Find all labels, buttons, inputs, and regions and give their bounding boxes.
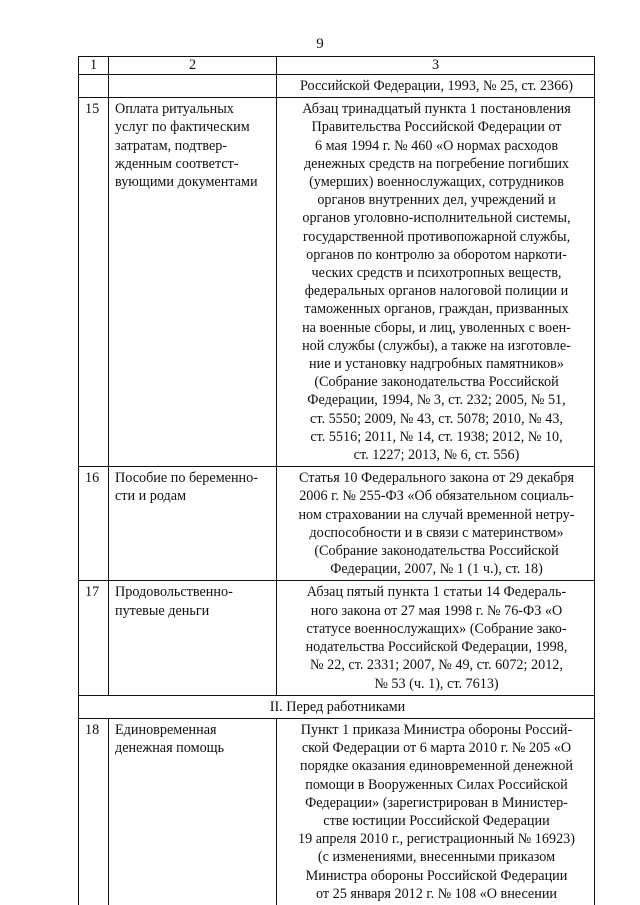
- payment-name-line: сти и родам: [115, 488, 187, 505]
- table-row: [79, 581, 595, 695]
- payment-name-line: путевые деньги: [115, 602, 210, 619]
- basis-line: от 25 января 2012 г. № 108 «О внесении: [316, 885, 557, 902]
- payment-name-cell: [109, 718, 277, 905]
- basis-line: государственной противопожарной службы,: [302, 228, 571, 245]
- basis-line: доспособности и в связи с материнством»: [309, 524, 564, 541]
- basis-line: Статья 10 Федерального закона от 29 декабря: [298, 470, 575, 487]
- continuation-row: [79, 75, 595, 98]
- header-cell-1: 1: [79, 57, 109, 75]
- row-number: 18: [79, 718, 109, 905]
- basis-line: (Собрание законодательства Российской: [314, 543, 559, 560]
- table-row: [79, 467, 595, 581]
- row-number: 17: [79, 581, 109, 695]
- basis-line: № 22, ст. 2331; 2007, № 49, ст. 6072; 2012,: [310, 657, 563, 674]
- payment-name-line: жденным соответст-: [115, 155, 239, 172]
- basis-line: Министра обороны Российской Федерации: [305, 867, 568, 884]
- basis-line: федеральных органов налоговой полиции и: [304, 283, 569, 300]
- basis-line: Российской Федерации, 1993, № 25, ст. 2366): [299, 78, 574, 94]
- continuation-num-cell: [79, 75, 109, 98]
- section-row: [79, 695, 595, 718]
- payment-name-line: Продовольственно-: [115, 584, 233, 601]
- basis-line: ст. 5516; 2011, № 14, ст. 1938; 2012, № 10,: [310, 428, 563, 445]
- basis-line: 19 апреля 2010 г., регистрационный № 16923): [297, 831, 576, 848]
- legal-basis-cell: [277, 467, 595, 581]
- basis-line: органов уголовно-исполнительной системы,: [302, 210, 571, 227]
- payment-name-line: Оплата ритуальных: [115, 101, 234, 118]
- payment-name-line: услуг по фактическим: [115, 119, 250, 136]
- basis-line: Пункт 1 приказа Министра обороны Россий-: [300, 721, 573, 738]
- legal-basis-cell: [277, 581, 595, 695]
- basis-line: 6 мая 1994 г. № 460 «О нормах расходов: [314, 137, 559, 154]
- table-row: [79, 718, 595, 905]
- header-cell-2: 2: [109, 57, 277, 75]
- payment-name-line: затратам, подтвер-: [115, 137, 228, 154]
- table-row: [79, 98, 595, 467]
- basis-line: ной службы (службы), а также на изготовле-: [302, 337, 571, 354]
- payment-name-cell: [109, 98, 277, 467]
- legal-basis-cell: [277, 718, 595, 905]
- payment-name-line: Единовременная: [115, 721, 217, 738]
- basis-line: ние и установку надгробных памятников»: [309, 356, 564, 373]
- payment-name-line: Пособие по беременно-: [115, 470, 258, 487]
- header-cell-3: 3: [277, 57, 595, 75]
- basis-line: Федерации, 1994, № 3, ст. 232; 2005, № 51,: [307, 392, 566, 409]
- payment-name-line: вующими документами: [115, 174, 258, 191]
- basis-line: на военные сборы, и лиц, уволенных с воен-: [302, 319, 571, 336]
- basis-line: № 53 (ч. 1), ст. 7613): [374, 675, 499, 692]
- payment-name-line: денежная помощь: [115, 740, 225, 757]
- basis-line: органов внутренних дел, учреждений и: [317, 192, 556, 209]
- basis-line: органов по контролю за оборотом наркоти-: [306, 246, 567, 263]
- basis-line: Абзац тринадцатый пункта 1 постановления: [302, 101, 571, 118]
- basis-line: порядке оказания единовременной денежной: [299, 758, 573, 775]
- basis-line: Абзац пятый пункта 1 статьи 14 Федераль-: [306, 584, 567, 601]
- basis-line: (с изменениями, внесенными приказом: [317, 849, 556, 866]
- basis-line: статусе военнослужащих» (Собрание зако-: [306, 620, 567, 637]
- basis-line: (умерших) военнослужащих, сотрудников: [309, 174, 564, 191]
- payment-name-cell: [109, 581, 277, 695]
- basis-line: ст. 5550; 2009, № 43, ст. 5078; 2010, № 43,: [310, 410, 563, 427]
- payments-table: [78, 56, 595, 905]
- basis-line: денежных средств на погребение погибших: [303, 155, 570, 172]
- basis-line: (Собрание законодательства Российской: [314, 374, 559, 391]
- basis-line: Федерации» (зарегистрирован в Министер-: [305, 794, 568, 811]
- header-row: [79, 57, 595, 75]
- basis-line: ном страховании на случай временной нетру-: [298, 506, 575, 523]
- basis-line: 2006 г. № 255-ФЗ «Об обязательном социаль-: [299, 488, 574, 505]
- basis-line: помощи в Вооруженных Силах Российской: [305, 776, 568, 793]
- basis-line: нодательства Российской Федерации, 1998,: [305, 639, 568, 656]
- section-heading: II. Перед работниками: [79, 695, 595, 718]
- continuation-name-cell: [109, 75, 277, 98]
- basis-line: ного закона от 27 мая 1998 г. № 76-ФЗ «О: [310, 602, 563, 619]
- basis-line: ческих средств и психотропных веществ,: [311, 265, 562, 282]
- basis-line: таможенных органов, граждан, призванных: [304, 301, 569, 318]
- basis-line: ской Федерации от 6 марта 2010 г. № 205 «О: [301, 740, 572, 757]
- row-number: 15: [79, 98, 109, 467]
- basis-line: Федерации, 2007, № 1 (1 ч.), ст. 18): [330, 561, 543, 578]
- basis-line: ст. 1227; 2013, № 6, ст. 556): [353, 447, 520, 464]
- basis-line: стве юстиции Российской Федерации: [323, 812, 550, 829]
- basis-line: Правительства Российской Федерации от: [311, 119, 562, 136]
- continuation-basis-cell: [277, 75, 595, 98]
- row-number: 16: [79, 467, 109, 581]
- page-number: 9: [316, 36, 324, 52]
- legal-basis-cell: [277, 98, 595, 467]
- payment-name-cell: [109, 467, 277, 581]
